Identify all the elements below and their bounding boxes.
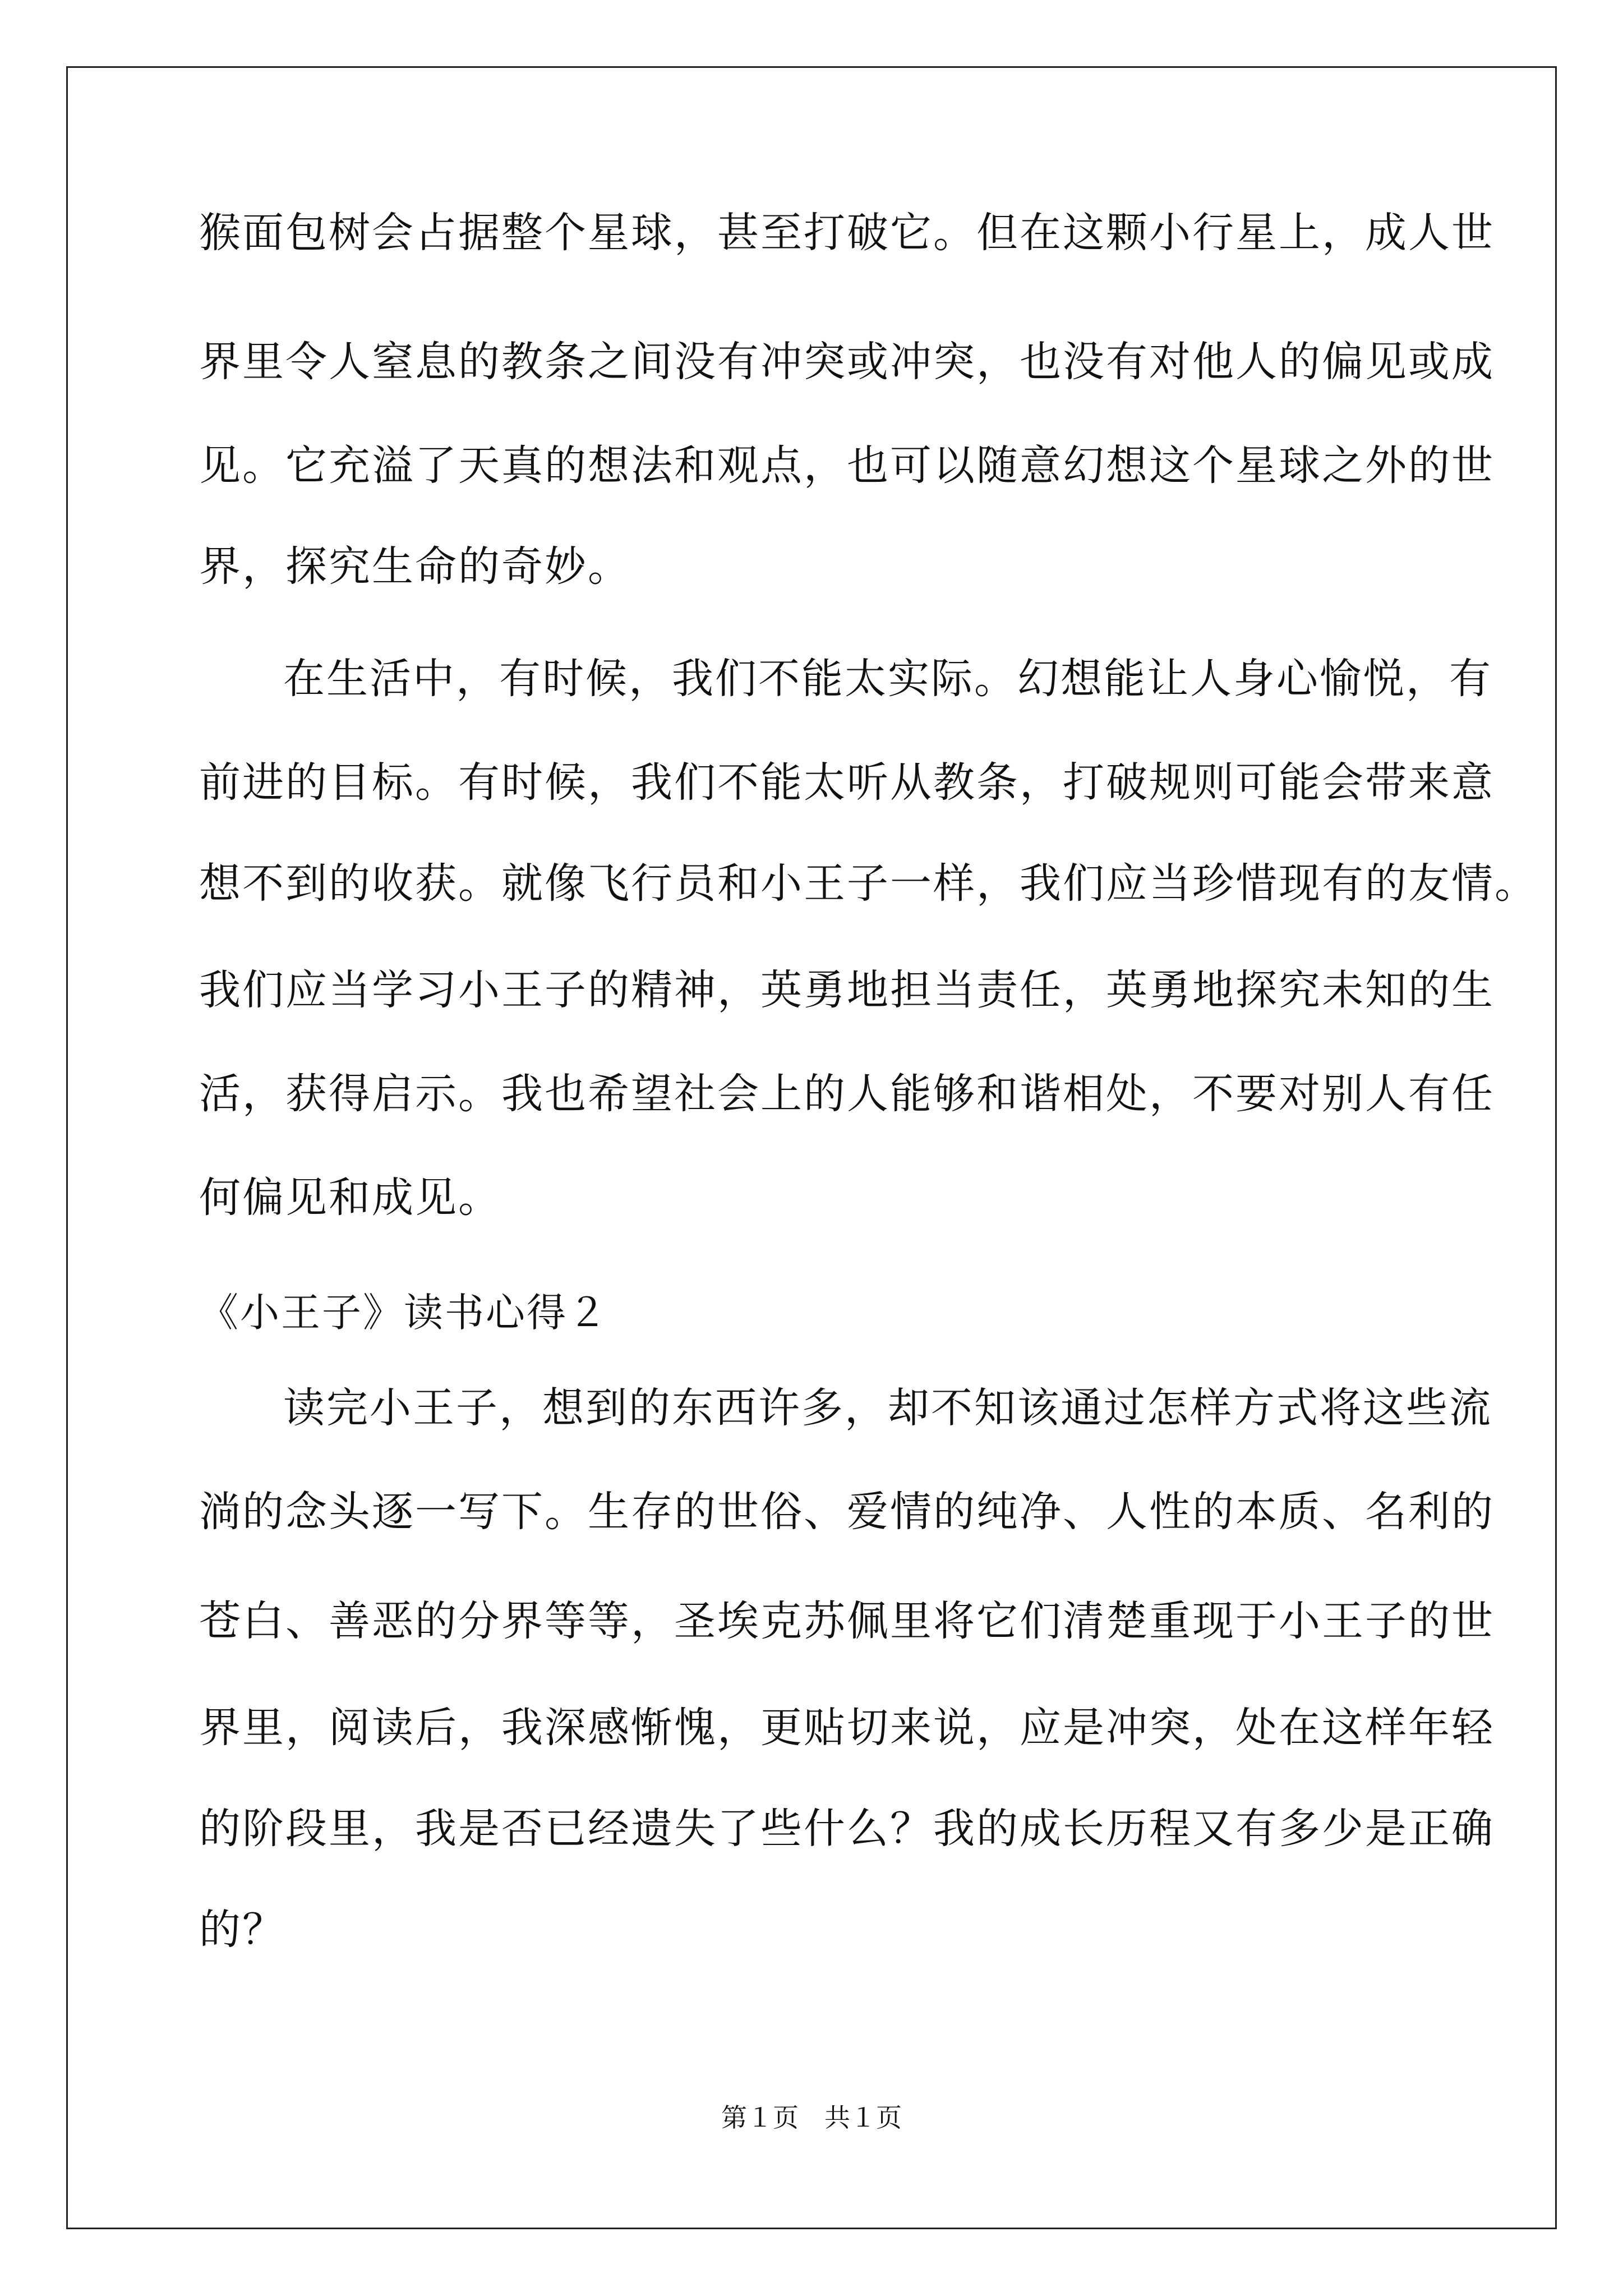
paragraph-3-line: 的阶段里，我是否已经遗失了些什么？我的成长历程又有多少是正确 xyxy=(199,1805,1495,1853)
paragraph-3-line: 淌的念头逐一写下。生存的世俗、爱情的纯净、人性的本质、名利的 xyxy=(199,1488,1495,1536)
paragraph-1-line: 界，探究生命的奇妙。 xyxy=(199,542,631,591)
paragraph-3-line: 读完小王子，想到的东西许多，却不知该通过怎样方式将这些流 xyxy=(283,1384,1492,1432)
paragraph-1-line: 见。它充溢了天真的想法和观点，也可以随意幻想这个星球之外的世 xyxy=(199,441,1495,490)
paragraph-3-line: 的？ xyxy=(199,1906,285,1954)
page-footer: 第１页 共１页 xyxy=(721,2102,902,2133)
section-heading: 《小王子》读书心得２ xyxy=(199,1290,608,1336)
paragraph-2-line: 前进的目标。有时候，我们不能太听从教条，打破规则可能会带来意 xyxy=(199,758,1495,807)
page-border xyxy=(66,66,1557,2229)
paragraph-3-line: 苍白、善恶的分界等等，圣埃克苏佩里将它们清楚重现于小王子的世 xyxy=(199,1597,1495,1645)
paragraph-1-line: 猴面包树会占据整个星球，甚至打破它。但在这颗小行星上，成人世 xyxy=(199,209,1495,257)
paragraph-2-line: 活，获得启示。我也希望社会上的人能够和谐相处，不要对别人有任 xyxy=(199,1070,1495,1118)
paragraph-2-line: 在生活中，有时候，我们不能太实际。幻想能让人身心愉悦，有 xyxy=(283,655,1492,703)
paragraph-3-line: 界里，阅读后，我深感惭愧，更贴切来说，应是冲突，处在这样年轻 xyxy=(199,1704,1495,1752)
paragraph-1-line: 界里令人窒息的教条之间没有冲突或冲突，也没有对他人的偏见或成 xyxy=(199,338,1495,386)
paragraph-2-line: 何偏见和成见。 xyxy=(199,1174,501,1222)
paragraph-2-line: 我们应当学习小王子的精神，英勇地担当责任，英勇地探究未知的生 xyxy=(199,966,1495,1014)
paragraph-2-line: 想不到的收获。就像飞行员和小王子一样，我们应当珍惜现有的友情。 xyxy=(199,859,1538,908)
